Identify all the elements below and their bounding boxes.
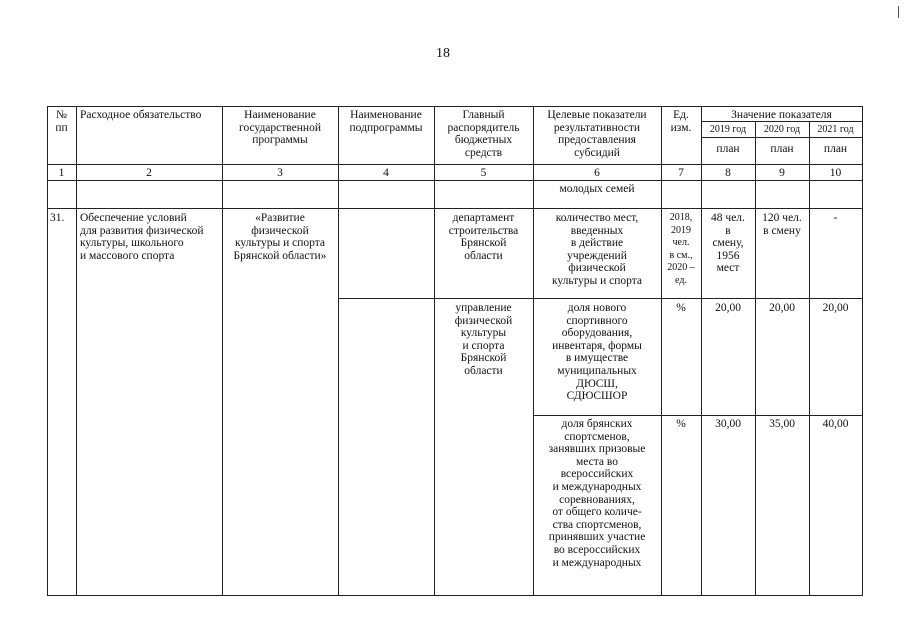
column-number: 5 — [480, 167, 487, 179]
column-number: 6 — [594, 167, 600, 179]
header-subprogram: Наименование подпрограммы — [349, 109, 423, 134]
row1-value-2020: 120 чел. в смену — [762, 212, 802, 237]
row3-unit: % — [676, 418, 686, 430]
column-number: 7 — [678, 167, 684, 179]
row3-value-2019: 30,00 — [715, 418, 741, 430]
row3-indicator: доля брянских спортсменов, занявших призовые места во всероссийских и международных соревнованиях, от общего количе- ства спортсменов, принявших участие во всероссийских и международных — [548, 418, 646, 569]
row1-value-2021: - — [833, 212, 838, 224]
row1-distributor: департамент строительства Брянской области — [448, 212, 519, 262]
header-plan-2019: план — [716, 143, 740, 155]
header-number-symbol: № — [56, 109, 67, 121]
row2-indicator: доля нового спортивного оборудования, инвентаря, формы в имуществе муниципальных ДЮСШ, СДЮСШОР — [552, 302, 642, 403]
row2-value-2019: 20,00 — [715, 302, 741, 314]
header-indicator-value: Значение показателя — [731, 109, 832, 121]
header-year-2021: 2021 год — [817, 124, 854, 135]
column-number: 1 — [58, 167, 65, 179]
continuation-indicator: молодых семей — [559, 183, 635, 195]
header-program: Наименование государственной программы — [239, 109, 321, 147]
row1-unit: 2018, 2019 чел. в см., 2020 – ед. — [667, 212, 695, 286]
header-year-2019: 2019 год — [709, 124, 747, 135]
header-year-2020: 2020 год — [763, 124, 801, 135]
row2-value-2021: 20,00 — [822, 302, 849, 314]
row1-value-2019: 48 чел. в смену, 1956 мест — [711, 212, 745, 275]
header-plan-2021: план — [823, 143, 848, 155]
header-target-indicators: Целевые показатели результативности предоставления субсидий — [547, 109, 647, 159]
row2-distributor: управление физической культуры и спорта Брянской области — [454, 302, 513, 377]
entry-program: «Развитие физической культуры и спорта Брянской области» — [233, 212, 327, 262]
header-unit: Ед. изм. — [670, 109, 692, 134]
header-plan-2020: план — [770, 143, 794, 155]
header-number-abbr: пп — [55, 122, 68, 134]
column-number: 4 — [383, 167, 389, 179]
column-number: 10 — [829, 167, 842, 179]
column-number: 3 — [277, 167, 283, 179]
row3-value-2021: 40,00 — [822, 418, 849, 430]
column-number: 2 — [146, 167, 152, 179]
row2-value-2020: 20,00 — [769, 302, 795, 314]
entry-number: 31. — [50, 212, 65, 224]
column-number: 9 — [779, 167, 785, 179]
header-distributor: Главный распорядитель бюджетных средств — [447, 109, 520, 159]
header-obligation: Расходное обязательство — [80, 109, 202, 121]
scan-edge-mark — [898, 6, 899, 18]
row3-value-2020: 35,00 — [769, 418, 795, 430]
row1-indicator: количество мест, введенных в действие учреждений физической культуры и спорта — [551, 212, 643, 287]
page-number: 18 — [436, 46, 450, 61]
row2-unit: % — [676, 302, 686, 314]
column-number: 8 — [725, 167, 731, 179]
entry-obligation: Обеспечение условий для развития физической культуры, школьного и массового спорта — [80, 212, 204, 262]
